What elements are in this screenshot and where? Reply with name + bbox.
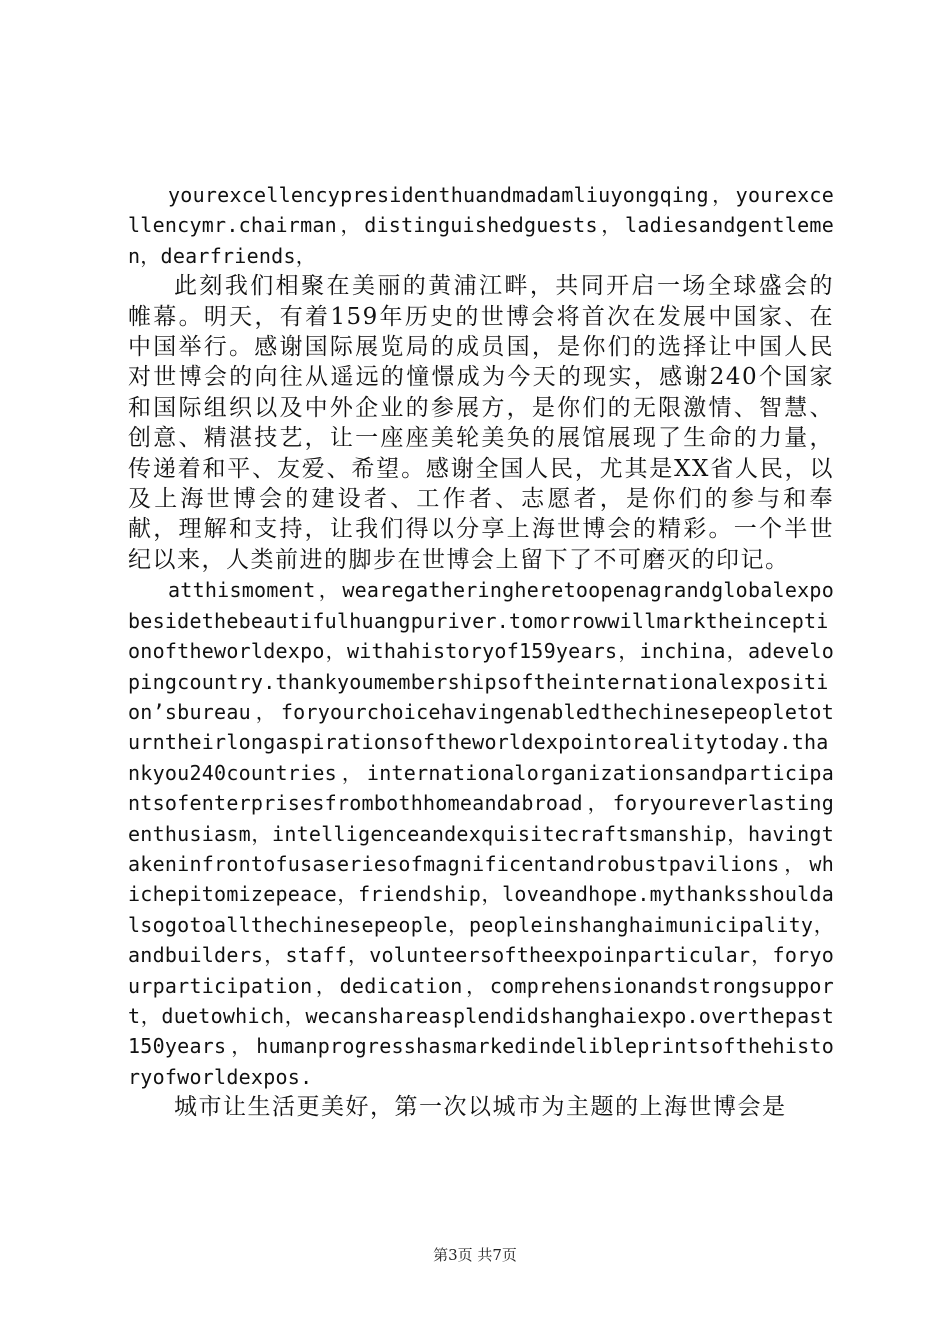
paragraph-english-translation: atthismoment，wearegatheringheretoopenagrandglobalexpobesidethebeautifulhuangpuriver.tomorrowwillmarktheinceptionoftheworldexpo，withahistoryof159years，inchina，adevelopingcountry.thankyoumembershipsoftheinternationalexposition’sbureau，foryourchoicehavingenabledthechinesepeopletoturntheirlongaspirationsoftheworldexpointorealitytoday.thankyou240countries，internationalorganizationsandparticipantsofenterprisesfrombothhomeandabroad，foryoureverlastingenthusiasm，intelligenceandexquisitecraftsmanship，havingtakeninfrontofusaseriesofmagnificentandrobustpavilions，whichepitomizepeace，friendship，loveandhope.mythanksshouldalsogotoallthechinesepeople，peopleinshanghaimunicipality，andbuilders，staff，volunteersoftheexpoinparticular，foryourparticipation，dedication，comprehensionandstrongsupport，duetowhich，wecanshareasplendidshanghaiexpo.overthepast150years，humanprogresshasmarkedindelibleprintsofthehistoryofworldexpos. <box>128 578 834 1089</box>
document-body <box>128 180 834 1123</box>
paragraph-chinese-speech: 此刻我们相聚在美丽的黄浦江畔，共同开启一场全球盛会的帷幕。明天，有着159年历史的世博会将首次在发展中国家、在中国举行。感谢国际展览局的成员国，是你们的选择让中国人民对世博会的向往从遥远的憧憬成为今天的现实，感谢240个国家和国际组织以及中外企业的参展方，是你们的无限激情、智慧、创意、精湛技艺，让一座座美轮美奂的展馆展现了生命的力量，传递着和平、友爱、希望。感谢全国人民，尤其是XX省人民，以及上海世博会的建设者、工作者、志愿者，是你们的参与和奉献，理解和支持，让我们得以分享上海世博会的精彩。一个半世纪以来，人类前进的脚步在世博会上留下了不可磨灭的印记。 <box>128 273 834 573</box>
page-number-footer: 第3页 共7页 <box>433 1246 517 1264</box>
paragraph-english-greeting: yourexcellencypresidenthuandmadamliuyongqing，yourexcellencymr.chairman，distinguishedguests，ladiesandgentlemen，dearfriends， <box>128 183 834 268</box>
paragraph-chinese-continuation: 城市让生活更美好，第一次以城市为主题的上海世博会是 <box>174 1094 787 1121</box>
